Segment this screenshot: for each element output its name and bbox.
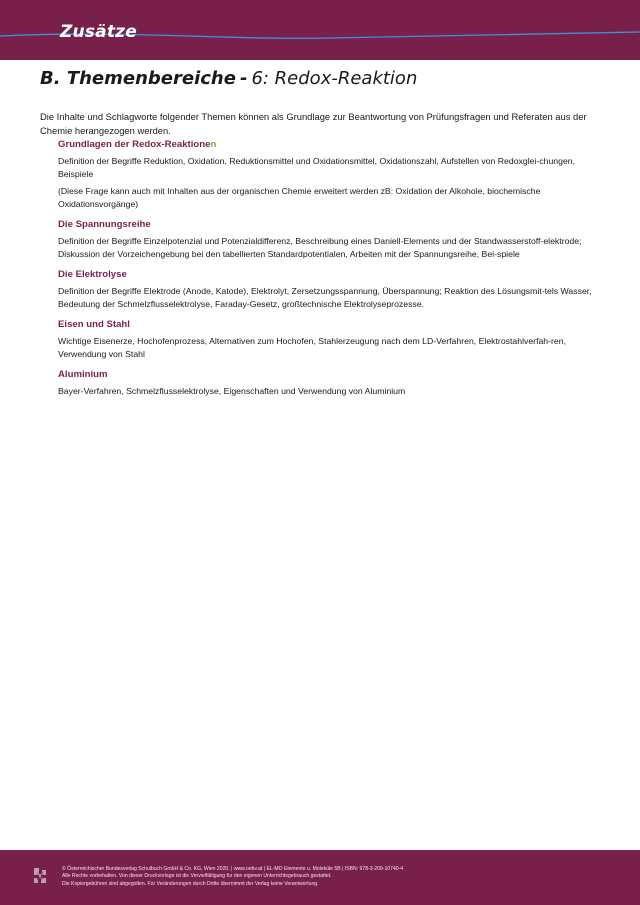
section-aluminium (58, 369, 606, 398)
section-heading: Die Elektrolyse (58, 269, 127, 280)
section-extra-note: (Diese Frage kann auch mit Inhalten aus der organischen Chemie erweitert werden zB: Oxidation der Alkohole, biochemische Oxidationsvorgänge) (58, 186, 541, 209)
section-text: Bayer-Verfahren, Schmelzflusselektrolyse, Eigenschaften und Verwendung von Aluminium (58, 386, 406, 396)
page-title-sub: 6: Redox-Reaktion (251, 68, 418, 89)
section-iron-steel (58, 319, 606, 360)
footer-line-fees: Die Kopiergebühren sind abgegolten. Für Veränderungen durch Dritte übernimmt der Verlag keine Verantwortung. (62, 880, 319, 887)
section-heading: Eisen und Stahl (58, 319, 130, 330)
section-redox-basics (58, 139, 606, 210)
section-text: Wichtige Eisenerze, Hochofenprozess, Alternativen zum Hochofen, Stahlerzeugung nach dem LD-Verfahren, Elektrostahlverfah-ren, Verwendung von Stahl (58, 336, 567, 359)
section-heading-text: Grundlagen der Redox-Reaktione (58, 139, 211, 150)
section-electrolysis (58, 269, 606, 310)
topic-sections (58, 139, 606, 403)
section-text: Definition der Begriffe Reduktion, Oxidation, Reduktionsmittel und Oxidationsmittel, Oxidationszahl, Aufstellen von Redoxglei-chungen, Beispiele (58, 156, 576, 179)
page-title-main: B. Themenbereiche (40, 68, 236, 89)
section-text: Definition der Begriffe Elektrode (Anode, Katode), Elektrolyt, Zersetzungsspannung, Überspannung; Reaktion des Lösungsmit-tels Wasser, Bedeutung der Schmelzflusselektrolyse, Faraday-Gesetz, großtechnische Elektrolyseprozesse. (58, 286, 592, 309)
footer-line-copyright: © Österreichischer Bundesverlag Schulbuch GmbH & Co. KG, Wien 2020. | www.oebv.at | EL-MO Elemente u. Moleküle 5B | ISBN: 978-3-209-10740-4 (62, 866, 404, 872)
header-title: Zusätze (60, 22, 137, 42)
section-heading (58, 139, 606, 151)
footer-line-rights: Alle Rechte vorbehalten. Von dieser Druckvorlage ist die Vervielfältigung für den eigenen Unterrichtsgebrauch gestattet. (62, 873, 332, 880)
page-title (40, 68, 417, 89)
intro-paragraph: Die Inhalte und Schlagworte folgender Themen können als Grundlage zur Beantwortung von Prüfungsfragen und Referaten aus der Chemie herangezogen werden. (40, 111, 587, 136)
section-electrochemical-series (58, 219, 606, 260)
section-text: Definition der Begriffe Einzelpotenzial und Potenzialdifferenz, Beschreibung eines Daniell-Elements und der Standwasserstoff-elektrode; Diskussion der Vorzeichengebung bei den tabellierten Standardpotentialen, Arbeiten mit der Spannungsreihe, Bei-spiele (58, 236, 582, 259)
puzzle-logo-icon (26, 866, 50, 890)
section-heading-accent: n (210, 139, 217, 150)
section-heading: Die Spannungsreihe (58, 219, 151, 230)
section-heading: Aluminium (58, 369, 108, 380)
page-title-separator: - (239, 68, 248, 89)
footer-legal-text (62, 866, 622, 888)
